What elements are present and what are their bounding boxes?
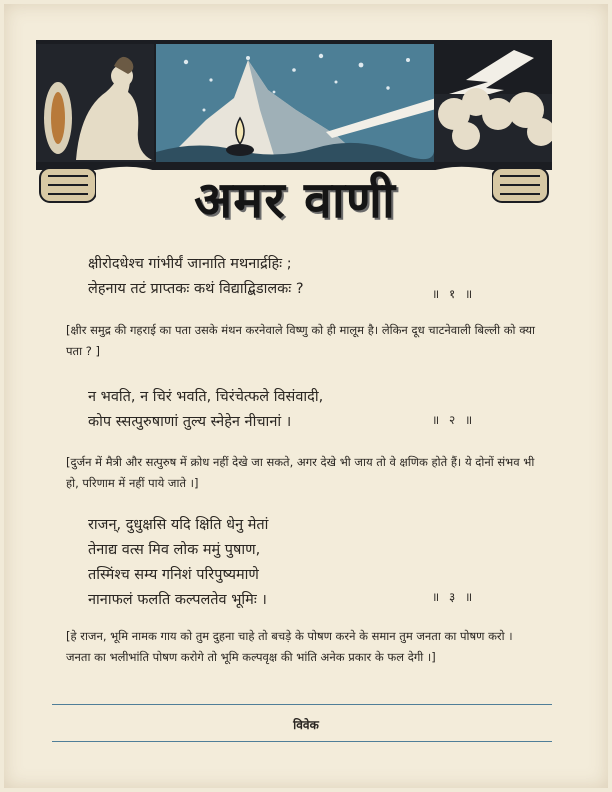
page-title: अमर वाणी [194, 171, 396, 229]
translation-3: [हे राजन, भूमि नामक गाय को तुम दुहना चाहे तो बचड़े के पोषण करने के समान तुम जनता का पोषण करो । जनता का भलीभांति पोषण करोगे तो भूमि कल्पवृक्ष की भांति अनेक प्रकार के फल देगी ।] [66, 629, 513, 664]
sage-figure [36, 44, 154, 162]
verse-1 [88, 252, 304, 302]
translation-2: [दुर्जन में मैत्री और सत्पुरुष में क्रोध नहीं देखे जा सकते, अगर देखे भी जाय तो वे क्षणिक होते हैं। ये दोनों संभव भी हो, परिणाम में नहीं पाये जाते ।] [66, 455, 535, 490]
verse-line: क्षीरोदधेश्च गांभीर्यं जानाति मथनार्द्रहिः ; [88, 256, 292, 272]
verse-line: नानाफलं फलति कल्पलतेव भूमिः । [88, 592, 267, 608]
verse-line: राजन्, दुधुक्षसि यदि क्षिति धेनु मेतां [88, 517, 269, 533]
verse-number: ॥ २ ॥ [432, 413, 476, 427]
cloud-figure [434, 88, 552, 162]
divider-top [52, 704, 552, 705]
scroll-left [40, 168, 96, 202]
verse-line: लेहनाय तटं प्राप्तकः कथं विद्याद्बिडालकः ? [88, 281, 304, 297]
signature: विवेक [293, 718, 319, 732]
scroll-right [492, 168, 548, 202]
verse-number: ॥ ३ ॥ [432, 590, 476, 604]
verse-line: तेनाद्य वत्स मिव लोक ममुं पुषाण, [88, 542, 261, 558]
verse-line: तस्मिंश्च सम्य गनिशं परिपुष्यमाणे [88, 567, 259, 583]
translation-1: [क्षीर समुद्र की गहराई का पता उसके मंथन करनेवाले विष्णु को ही मालूम है। लेकिन दूध चाटनेवाली बिल्ली को क्या पता ? ] [66, 323, 535, 358]
verse-line: न भवति, न चिरं भवति, चिरंचेत्फले विसंवादी, [88, 389, 324, 405]
divider-bottom [52, 741, 552, 742]
verse-2 [88, 385, 323, 435]
verse-line: कोप स्सत्पुरुषाणां तुल्य स्नेहेन नीचानां । [88, 414, 292, 430]
verse-number: ॥ १ ॥ [432, 287, 476, 301]
verse-3 [88, 513, 268, 613]
